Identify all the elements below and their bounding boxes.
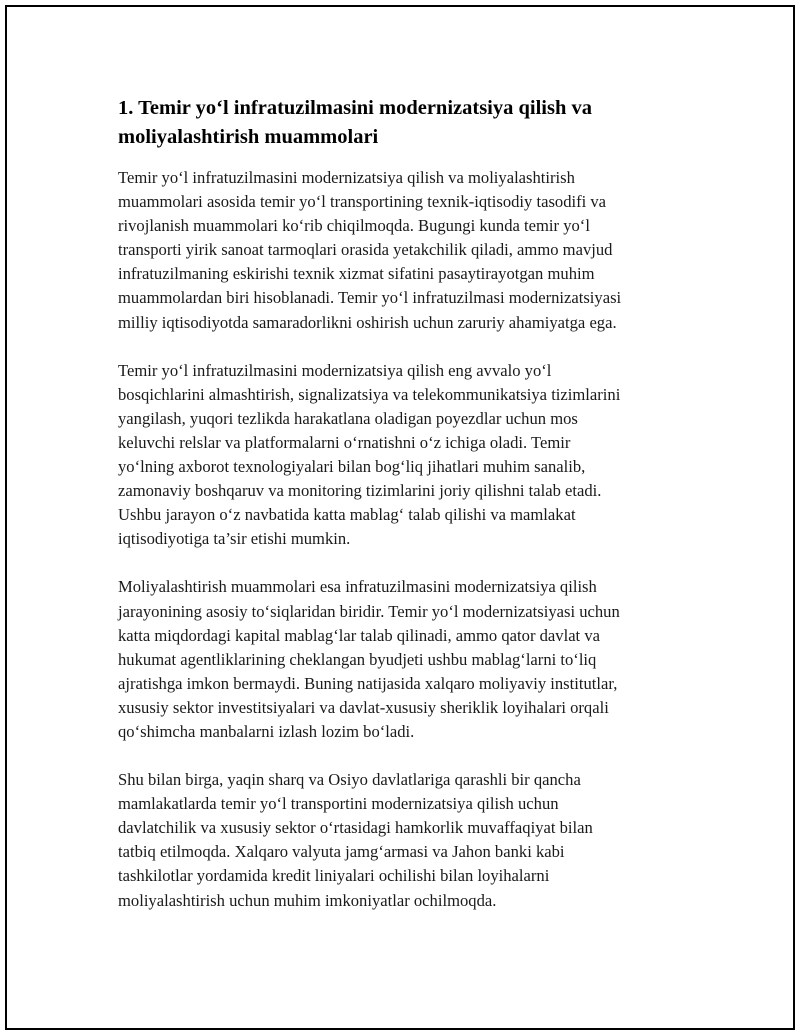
text-line: yangilash, yuqori tezlikda harakatlana oladigan poyezdlar uchun mos xyxy=(118,408,578,428)
text-line: yo‘lning axborot texnologiyalari bilan bog‘liq jihatlari muhim sanalib, xyxy=(118,457,586,477)
text-line: mamlakatlarda temir yo‘l transportini modernizatsiya qilish uchun xyxy=(118,794,559,814)
text-line: infratuzilmaning eskirishi texnik xizmat sifatini pasaytirayotgan muhim xyxy=(118,264,595,284)
text-line: tashkilotlar yordamida kredit liniyalari ochilishi bilan loyihalarni xyxy=(118,866,550,886)
text-line: ajratishga imkon bermaydi. Buning natijasida xalqaro moliyaviy institutlar, xyxy=(118,673,618,693)
text-line: Shu bilan birga, yaqin sharq va Osiyo davlatlariga qarashli bir qancha xyxy=(118,770,581,790)
text-line: muammolardan biri hisoblanadi. Temir yo‘l infratuzilmasi modernizatsiyasi xyxy=(118,288,622,308)
section-heading xyxy=(118,94,696,152)
text-line: xususiy sektor investitsiyalari va davlat-xususiy sheriklik loyihalari orqali xyxy=(118,697,609,717)
heading-line: moliyalashtirish muammolari xyxy=(118,126,379,148)
text-line: transporti yirik sanoat tarmoqlari orasida yetakchilik qiladi, ammo mavjud xyxy=(118,240,613,260)
text-line: jarayonining asosiy to‘siqlaridan biridir. Temir yo‘l modernizatsiyasi uchun xyxy=(118,601,620,621)
heading-line: 1. Temir yo‘l infratuzilmasini modernizatsiya qilish va xyxy=(118,97,592,119)
text-line: Moliyalashtirish muammolari esa infratuzilmasini modernizatsiya qilish xyxy=(118,577,597,597)
paragraph-3 xyxy=(118,575,696,744)
paragraph-2 xyxy=(118,359,696,552)
text-line: qo‘shimcha manbalarni izlash lozim bo‘ladi. xyxy=(118,721,415,741)
text-line: Ushbu jarayon o‘z navbatida katta mablag‘ talab qilishi va mamlakat xyxy=(118,505,576,525)
text-line: iqtisodiyotiga ta’sir etishi mumkin. xyxy=(118,529,351,549)
text-line: moliyalashtirish uchun muhim imkoniyatlar ochilmoqda. xyxy=(118,890,497,910)
text-line: rivojlanish muammolari ko‘rib chiqilmoqda. Bugungi kunda temir yo‘l xyxy=(118,216,590,236)
text-line: tatbiq etilmoqda. Xalqaro valyuta jamg‘armasi va Jahon banki kabi xyxy=(118,842,565,862)
text-line: Temir yo‘l infratuzilmasini modernizatsiya qilish va moliyalashtirish xyxy=(118,168,575,187)
text-line: Temir yo‘l infratuzilmasini modernizatsiya qilish eng avvalo yo‘l xyxy=(118,360,552,380)
text-line: muammolari asosida temir yo‘l transportining texnik-iqtisodiy tasodifi va xyxy=(118,192,607,212)
text-line: milliy iqtisodiyotda samaradorlikni oshirish uchun zaruriy ahamiyatga ega. xyxy=(118,312,617,332)
text-line: hukumat agentliklarining cheklangan byudjeti ushbu mablag‘larni to‘liq xyxy=(118,649,597,669)
text-line: katta miqdordagi kapital mablag‘lar talab qilinadi, ammo qator davlat va xyxy=(118,625,600,645)
document-body xyxy=(118,94,696,937)
text-line: bosqichlarini almashtirish, signalizatsiya va telekommunikatsiya tizimlarini xyxy=(118,384,621,404)
text-line: zamonaviy boshqaruv va monitoring tizimlarini joriy qilishni talab etadi. xyxy=(118,481,602,501)
text-line: davlatchilik va xususiy sektor o‘rtasidagi hamkorlik muvaffaqiyat bilan xyxy=(118,818,593,838)
paragraph-4 xyxy=(118,768,696,913)
paragraph-1 xyxy=(118,166,696,335)
text-line: keluvchi relslar va platformalarni o‘rnatishni o‘z ichiga oladi. Temir xyxy=(118,432,571,452)
